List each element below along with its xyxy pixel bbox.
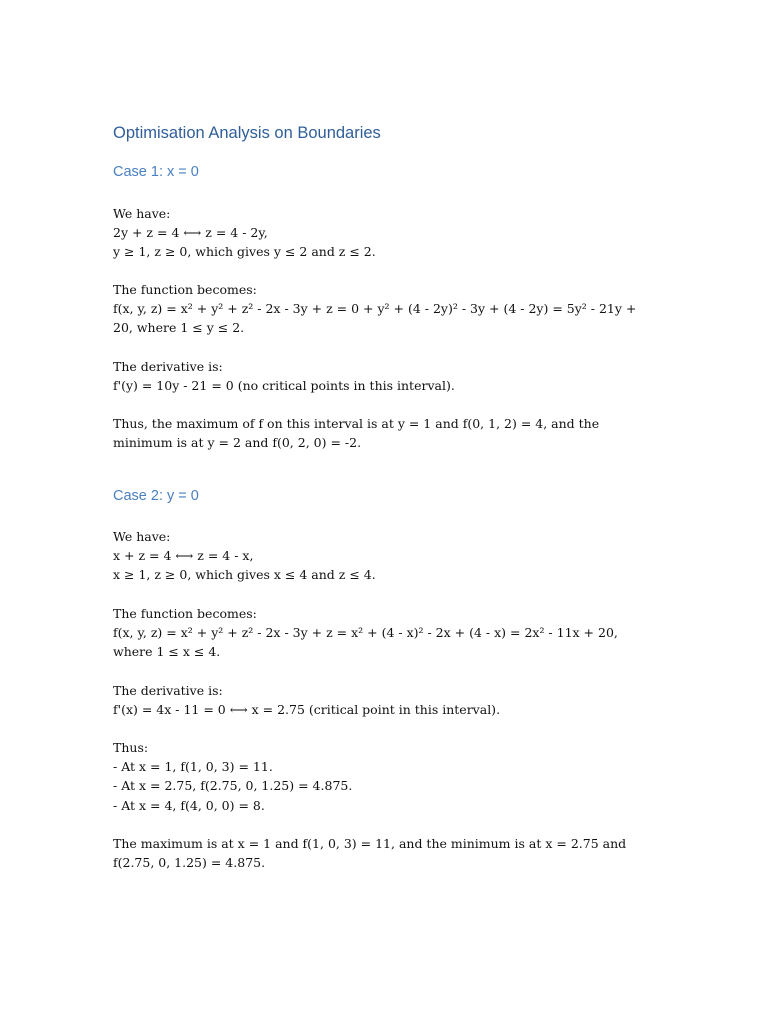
case-2-function-intro: The function becomes: (113, 606, 257, 621)
case-2-we-have-paragraph (113, 527, 658, 585)
case-1-constraint: 2y + z = 4 ⟷ z = 4 - 2y, (113, 225, 268, 241)
case-1-we-have-label: We have: (113, 206, 171, 221)
case-1-function-intro: The function becomes: (113, 282, 257, 297)
case-2-heading: Case 2: y = 0 (113, 488, 199, 504)
case-1-conclusion-paragraph (113, 414, 658, 452)
case-2-function-paragraph (113, 604, 658, 662)
case-1-derivative: f'(y) = 10y - 21 = 0 (no critical points in this interval). (113, 378, 455, 394)
case-1-function: f(x, y, z) = x² + y² + z² - 2x - 3y + z = 0 + y² + (4 - 2y)² - 3y + (4 - 2y) = 5y² - 21y + 20, where 1 ≤ y ≤ 2. (113, 301, 637, 336)
case-1-derivative-paragraph (113, 357, 658, 395)
case-1-heading: Case 1: x = 0 (113, 164, 199, 180)
case-2-evaluation-item: - At x = 4, f(4, 0, 0) = 8. (113, 797, 265, 813)
case-2-derivative: f'(x) = 4x - 11 = 0 ⟷ x = 2.75 (critical point in this interval). (113, 702, 501, 718)
case-1-bounds: y ≥ 1, z ≥ 0, which gives y ≤ 2 and z ≤ 2. (113, 244, 376, 260)
case-2-we-have-label: We have: (113, 529, 171, 544)
case-2-thus-paragraph (113, 738, 658, 815)
case-2-conclusion-paragraph (113, 834, 658, 872)
case-2-conclusion: The maximum is at x = 1 and f(1, 0, 3) = 11, and the minimum is at x = 2.75 and f(2.75, 0, 1.25) = 4.875. (113, 836, 627, 871)
case-1-we-have-paragraph (113, 204, 658, 262)
case-1-conclusion: Thus, the maximum of f on this interval is at y = 1 and f(0, 1, 2) = 4, and the minimum is at y = 2 and f(0, 2, 0) = -2. (113, 416, 600, 451)
case-2-evaluation-item: - At x = 2.75, f(2.75, 0, 1.25) = 4.875. (113, 778, 353, 794)
case-2-constraint: x + z = 4 ⟷ z = 4 - x, (113, 548, 254, 564)
case-2-evaluation-item: - At x = 1, f(1, 0, 3) = 11. (113, 759, 273, 775)
document-title: Optimisation Analysis on Boundaries (113, 124, 381, 142)
case-2-derivative-paragraph (113, 681, 658, 719)
case-2-function: f(x, y, z) = x² + y² + z² - 2x - 3y + z = x² + (4 - x)² - 2x + (4 - x) = 2x² - 11x + 20, where 1 ≤ x ≤ 4. (113, 625, 618, 660)
case-1-function-paragraph (113, 280, 658, 338)
case-2-bounds: x ≥ 1, z ≥ 0, which gives x ≤ 4 and z ≤ 4. (113, 567, 376, 583)
case-2-thus-label: Thus: (113, 740, 149, 755)
case-1-derivative-intro: The derivative is: (113, 359, 223, 374)
case-2-derivative-intro: The derivative is: (113, 683, 223, 698)
